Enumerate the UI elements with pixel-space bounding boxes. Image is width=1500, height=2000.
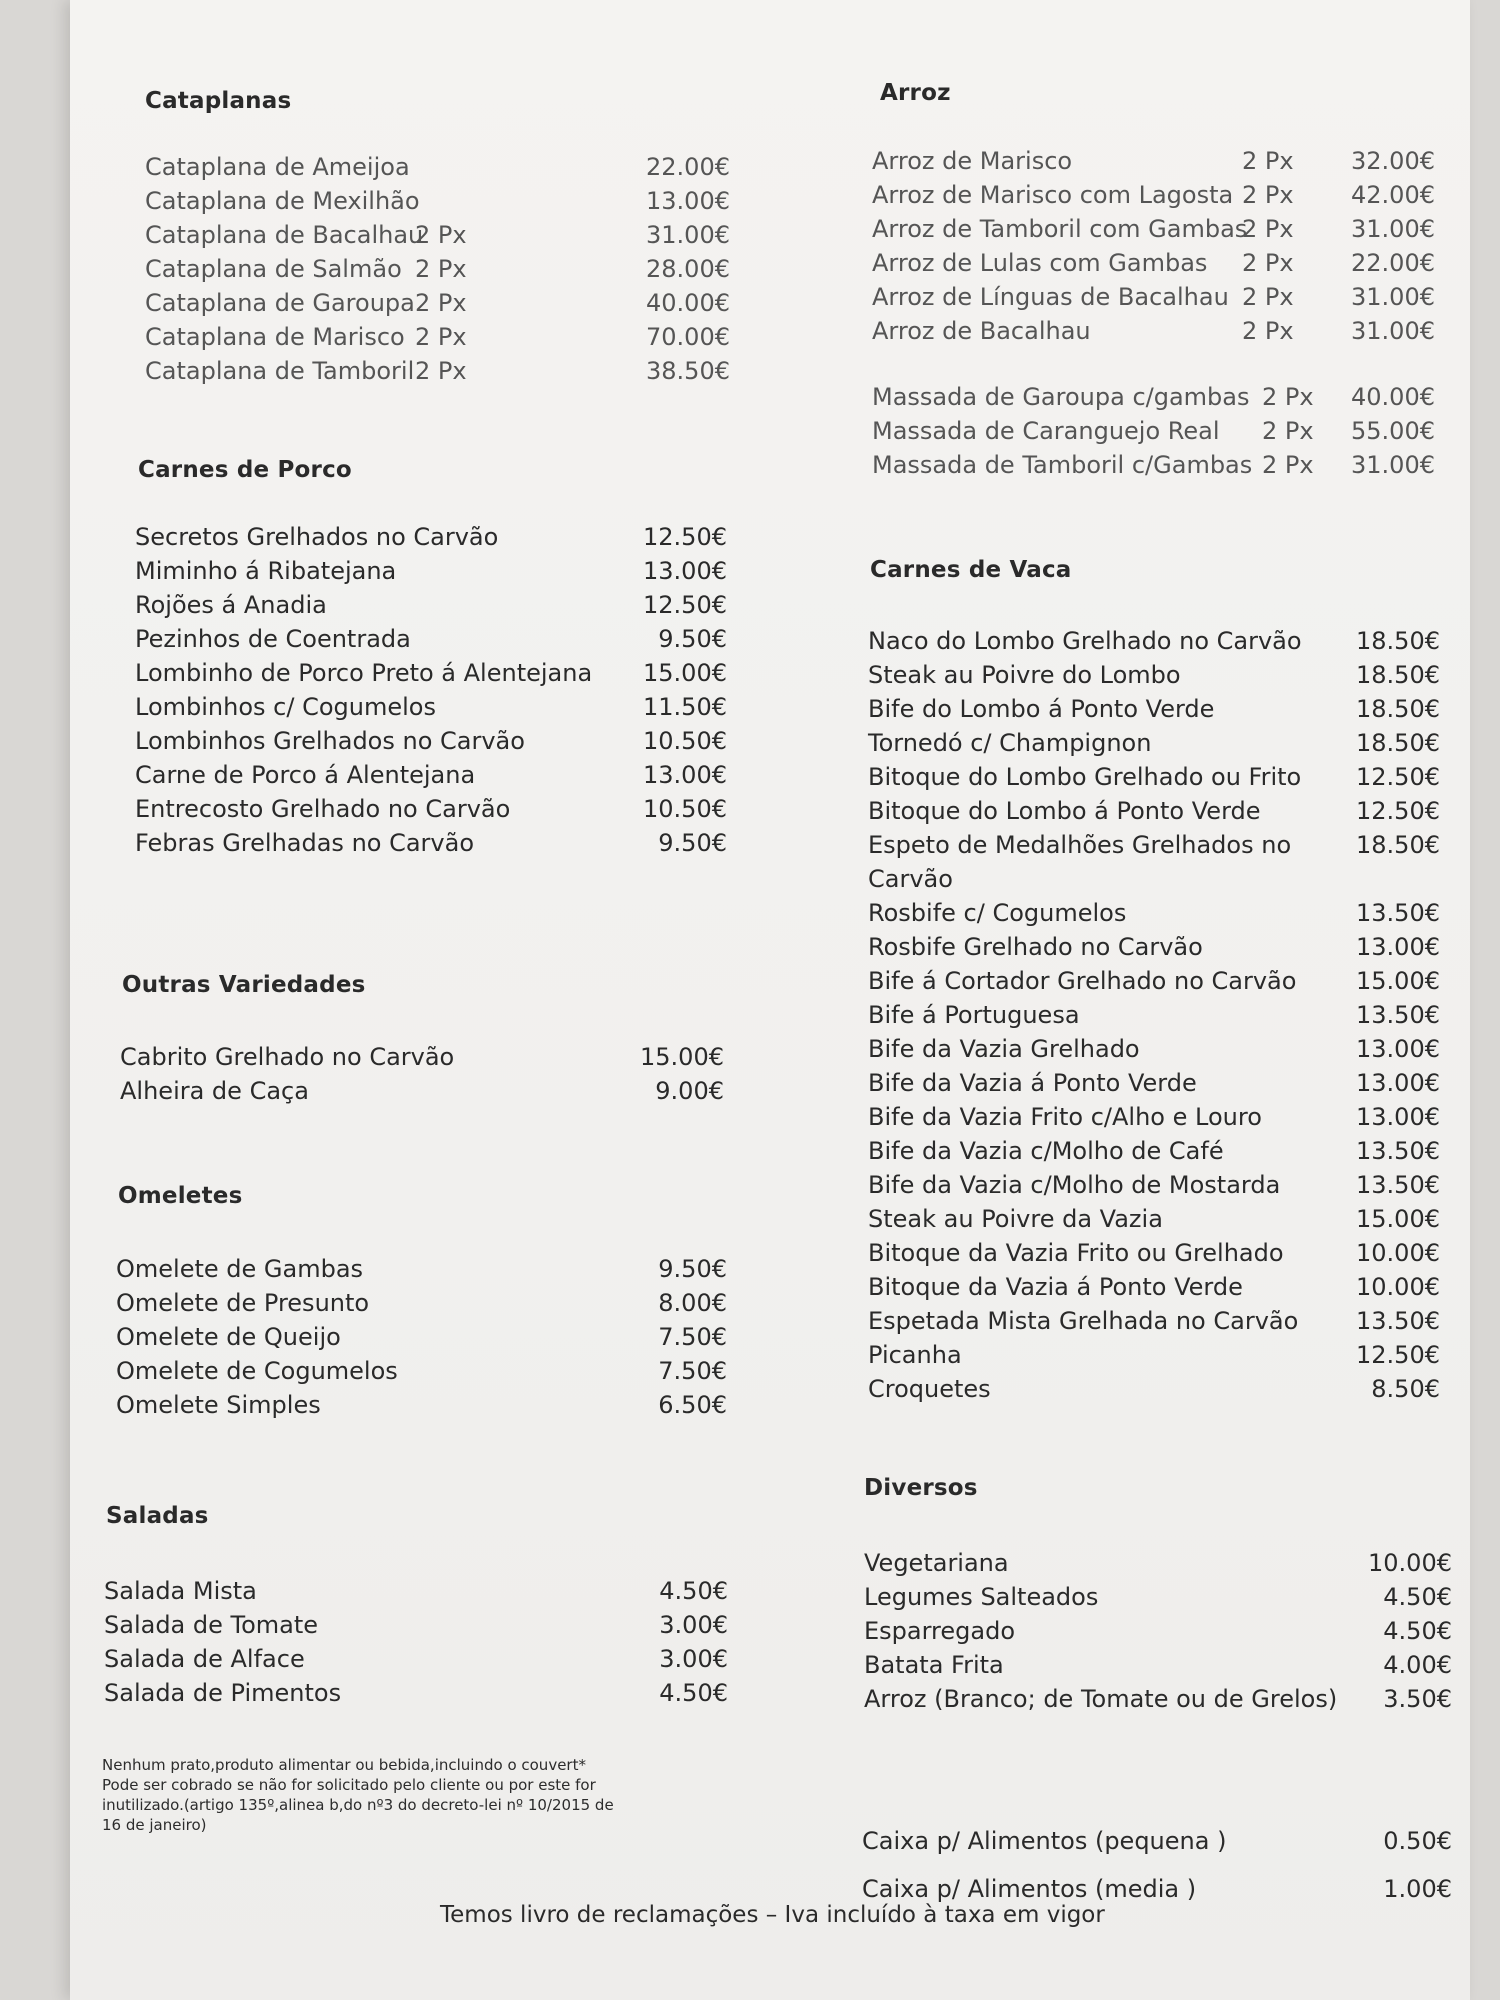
saladas-list: [104, 1574, 728, 1710]
menu-item: [868, 896, 1440, 930]
arroz-list: [872, 144, 1435, 348]
menu-item: [872, 448, 1435, 482]
menu-item: [872, 414, 1435, 448]
item-name: Arroz de Lulas com Gambas: [872, 249, 1208, 277]
diversos-list: [864, 1546, 1452, 1716]
menu-item: [116, 1354, 727, 1388]
item-name: Rojões á Anadia: [135, 591, 327, 619]
item-price: 10.00€: [1356, 1239, 1440, 1267]
section-carnes-porco: [138, 457, 730, 483]
item-name: Espetada Mista Grelhada no Carvão: [868, 1307, 1299, 1335]
menu-item: [868, 1270, 1440, 1304]
item-name: Omelete de Cogumelos: [116, 1357, 398, 1385]
item-name: Arroz de Marisco: [872, 147, 1073, 175]
menu-item: [135, 690, 727, 724]
item-name: Vegetariana: [864, 1549, 1009, 1577]
item-price: 12.50€: [1356, 1341, 1440, 1369]
menu-item: [868, 1372, 1440, 1406]
menu-item: [145, 320, 730, 354]
item-portion: 2 Px: [415, 289, 467, 317]
item-price: 8.50€: [1371, 1375, 1440, 1403]
menu-item: [868, 1338, 1440, 1372]
cataplanas-list: [145, 150, 730, 388]
item-name: Lombinhos c/ Cogumelos: [135, 693, 436, 721]
item-price: 31.00€: [1351, 317, 1435, 345]
menu-item: [868, 726, 1440, 760]
item-price: 55.00€: [1351, 417, 1435, 445]
section-title: Omeletes: [118, 1183, 243, 1209]
item-name: Entrecosto Grelhado no Carvão: [135, 795, 511, 823]
item-name: Pezinhos de Coentrada: [135, 625, 411, 653]
item-price: 13.00€: [1356, 1035, 1440, 1063]
carnes-vaca-list: [868, 624, 1440, 1406]
menu-item: [135, 656, 727, 690]
item-name: Croquetes: [868, 1375, 991, 1403]
menu-item: [135, 758, 727, 792]
item-name: Massada de Tamboril c/Gambas: [872, 451, 1253, 479]
item-price: 13.50€: [1356, 1137, 1440, 1165]
item-price: 40.00€: [1351, 383, 1435, 411]
item-price: 13.00€: [1356, 933, 1440, 961]
item-price: 9.50€: [658, 829, 727, 857]
item-price: 12.50€: [643, 523, 727, 551]
menu-item: [868, 760, 1440, 794]
item-price: 31.00€: [1351, 215, 1435, 243]
menu-item: [868, 1168, 1440, 1202]
item-price: 6.50€: [658, 1391, 727, 1419]
item-name: Bife da Vazia c/Molho de Mostarda: [868, 1171, 1281, 1199]
item-price: 42.00€: [1351, 181, 1435, 209]
section-diversos: [864, 1475, 1470, 1501]
item-price: 10.50€: [643, 795, 727, 823]
item-name: Picanha: [868, 1341, 962, 1369]
item-name: Cataplana de Marisco: [145, 323, 405, 351]
footnote-line-2: Pode ser cobrado se não for solicitado pelo cliente ou por este for inutilizado.(artigo 135º,alinea b,do nº3 do decreto-lei nº 10/2015 de 16 de janeiro): [102, 1776, 614, 1834]
item-name: Omelete Simples: [116, 1391, 321, 1419]
item-name: Carne de Porco á Alentejana: [135, 761, 476, 789]
item-price: 13.00€: [1356, 1069, 1440, 1097]
menu-item: [868, 1202, 1440, 1236]
menu-item: [135, 588, 727, 622]
item-name: Arroz de Tamboril com Gambas: [872, 215, 1248, 243]
item-name: Bitoque da Vazia á Ponto Verde: [868, 1273, 1243, 1301]
item-name: Esparregado: [864, 1617, 1016, 1645]
item-name: Salada de Alface: [104, 1645, 305, 1673]
item-name: Arroz de Línguas de Bacalhau: [872, 283, 1229, 311]
menu-item: [862, 1872, 1452, 1906]
item-price: 11.50€: [643, 693, 727, 721]
item-price: 13.50€: [1356, 1001, 1440, 1029]
item-name: Bitoque da Vazia Frito ou Grelhado: [868, 1239, 1284, 1267]
item-portion: 2 Px: [1242, 283, 1294, 311]
menu-item: [145, 150, 730, 184]
menu-item: [116, 1388, 727, 1422]
menu-item: [872, 178, 1435, 212]
item-name: Bife da Vazia Frito c/Alho e Louro: [868, 1103, 1262, 1131]
item-name: Massada de Caranguejo Real: [872, 417, 1220, 445]
menu-item: [872, 246, 1435, 280]
item-name: Bife da Vazia Grelhado: [868, 1035, 1140, 1063]
menu-item: [116, 1320, 727, 1354]
menu-item: [872, 144, 1435, 178]
item-portion: 2 Px: [415, 255, 467, 283]
item-name: Alheira de Caça: [120, 1077, 309, 1105]
item-name: Lombinho de Porco Preto á Alentejana: [135, 659, 593, 687]
item-price: 31.00€: [646, 221, 730, 249]
item-price: 7.50€: [658, 1357, 727, 1385]
section-carnes-vaca: [870, 557, 1470, 583]
menu-item: [116, 1252, 727, 1286]
item-name: Massada de Garoupa c/gambas: [872, 383, 1250, 411]
section-title: Carnes de Porco: [138, 457, 352, 483]
menu-item: [120, 1074, 724, 1108]
menu-item: [135, 826, 727, 860]
section-title: Outras Variedades: [122, 972, 366, 998]
item-price: 3.50€: [1383, 1685, 1452, 1713]
item-price: 13.00€: [643, 557, 727, 585]
menu-item: [868, 1134, 1440, 1168]
item-price: 15.00€: [1356, 967, 1440, 995]
menu-item: [868, 1100, 1440, 1134]
item-price: 4.50€: [659, 1679, 728, 1707]
item-price: 7.50€: [658, 1323, 727, 1351]
item-price: 28.00€: [646, 255, 730, 283]
item-portion: 2 Px: [1262, 451, 1314, 479]
item-price: 10.00€: [1356, 1273, 1440, 1301]
item-price: 4.00€: [1383, 1651, 1452, 1679]
menu-item: [145, 252, 730, 286]
menu-item: [135, 622, 727, 656]
item-price: 0.50€: [1383, 1827, 1452, 1855]
menu-item: [864, 1580, 1452, 1614]
menu-item: [104, 1574, 728, 1608]
item-price: 13.00€: [646, 187, 730, 215]
item-price: 31.00€: [1351, 451, 1435, 479]
item-name: Lombinhos Grelhados no Carvão: [135, 727, 525, 755]
item-portion: 2 Px: [1242, 215, 1294, 243]
section-title: Saladas: [106, 1503, 209, 1529]
section-title: Cataplanas: [145, 88, 292, 114]
item-name: Steak au Poivre da Vazia: [868, 1205, 1163, 1233]
item-name: Legumes Salteados: [864, 1583, 1099, 1611]
item-price: 9.50€: [658, 625, 727, 653]
section-omeletes: [118, 1183, 730, 1209]
section-saladas: [106, 1503, 730, 1529]
item-name: Febras Grelhadas no Carvão: [135, 829, 475, 857]
item-price: 8.00€: [658, 1289, 727, 1317]
item-price: 9.50€: [658, 1255, 727, 1283]
menu-item: [145, 184, 730, 218]
item-name: Arroz (Branco; de Tomate ou de Grelos): [864, 1685, 1338, 1713]
item-name: Arroz de Bacalhau: [872, 317, 1091, 345]
menu-item: [872, 280, 1435, 314]
menu-item: [868, 1236, 1440, 1270]
item-name: Miminho á Ribatejana: [135, 557, 397, 585]
item-price: 4.50€: [659, 1577, 728, 1605]
item-name: Cataplana de Ameijoa: [145, 153, 410, 181]
item-name: Cataplana de Bacalhau: [145, 221, 424, 249]
item-name: Salada de Pimentos: [104, 1679, 342, 1707]
item-name: Bife á Portuguesa: [868, 1001, 1080, 1029]
menu-item: [864, 1648, 1452, 1682]
section-title: Carnes de Vaca: [870, 557, 1072, 583]
menu-item: [104, 1676, 728, 1710]
menu-item: [868, 1304, 1440, 1338]
item-price: 18.50€: [1356, 661, 1440, 689]
item-name: Rosbife Grelhado no Carvão: [868, 933, 1203, 961]
carnes-porco-list: [135, 520, 727, 860]
menu-item: [868, 624, 1440, 658]
item-portion: 2 Px: [415, 221, 467, 249]
item-price: 1.00€: [1383, 1875, 1452, 1903]
item-price: 15.00€: [643, 659, 727, 687]
menu-item: [868, 794, 1440, 828]
section-title: Arroz: [880, 80, 951, 106]
item-name: Caixa p/ Alimentos (pequena ): [862, 1827, 1227, 1855]
item-price: 10.00€: [1368, 1549, 1452, 1577]
item-name: Secretos Grelhados no Carvão: [135, 523, 499, 551]
item-portion: 2 Px: [1242, 147, 1294, 175]
section-title: Diversos: [864, 1475, 978, 1501]
menu-item: [120, 1040, 724, 1074]
item-price: 13.50€: [1356, 1307, 1440, 1335]
menu-item: [104, 1608, 728, 1642]
menu-item: [868, 828, 1440, 896]
menu-item: [135, 792, 727, 826]
item-name: Bife á Cortador Grelhado no Carvão: [868, 967, 1297, 995]
item-price: 12.50€: [1356, 763, 1440, 791]
menu-item: [864, 1614, 1452, 1648]
item-name: Salada de Tomate: [104, 1611, 319, 1639]
item-portion: 2 Px: [1242, 249, 1294, 277]
item-price: 10.50€: [643, 727, 727, 755]
item-name: Omelete de Queijo: [116, 1323, 341, 1351]
item-price: 18.50€: [1356, 729, 1440, 757]
item-price: 4.50€: [1383, 1583, 1452, 1611]
item-name: Bitoque do Lombo á Ponto Verde: [868, 797, 1261, 825]
item-name: Arroz de Marisco com Lagosta: [872, 181, 1234, 209]
outras-list: [120, 1040, 724, 1108]
item-name: Salada Mista: [104, 1577, 257, 1605]
footnote-line-1: Nenhum prato,produto alimentar ou bebida,incluindo o couvert*: [102, 1756, 586, 1774]
item-portion: 2 Px: [1262, 383, 1314, 411]
item-name: Espeto de Medalhões Grelhados no Carvão: [868, 831, 1292, 893]
item-portion: 2 Px: [1262, 417, 1314, 445]
menu-item: [145, 218, 730, 252]
item-name: Tornedó c/ Champignon: [868, 729, 1152, 757]
item-name: Cataplana de Salmão: [145, 255, 402, 283]
item-price: 9.00€: [655, 1077, 724, 1105]
item-price: 40.00€: [646, 289, 730, 317]
menu-item: [868, 964, 1440, 998]
menu-item: [868, 1032, 1440, 1066]
item-price: 22.00€: [646, 153, 730, 181]
item-portion: 2 Px: [415, 357, 467, 385]
menu-item: [116, 1286, 727, 1320]
menu-item: [868, 692, 1440, 726]
item-price: 18.50€: [1356, 695, 1440, 723]
item-portion: 2 Px: [1242, 317, 1294, 345]
section-outras-variedades: [122, 972, 730, 998]
item-price: 15.00€: [1356, 1205, 1440, 1233]
menu-item: [872, 212, 1435, 246]
menu-page: [70, 0, 1470, 2000]
footnote: [102, 1755, 622, 1835]
item-name: Steak au Poivre do Lombo: [868, 661, 1181, 689]
item-name: Bife do Lombo á Ponto Verde: [868, 695, 1215, 723]
item-price: 18.50€: [1356, 627, 1440, 655]
item-portion: 2 Px: [415, 323, 467, 351]
menu-item: [868, 930, 1440, 964]
item-price: 13.50€: [1356, 899, 1440, 927]
item-name: Bitoque do Lombo Grelhado ou Frito: [868, 763, 1302, 791]
item-name: Cabrito Grelhado no Carvão: [120, 1043, 455, 1071]
item-price: 13.00€: [1356, 1103, 1440, 1131]
item-price: 15.00€: [640, 1043, 724, 1071]
item-price: 38.50€: [646, 357, 730, 385]
item-name: Cataplana de Mexilhão: [145, 187, 420, 215]
menu-item: [104, 1642, 728, 1676]
item-name: Cataplana de Tamboril: [145, 357, 415, 385]
menu-item: [872, 380, 1435, 414]
item-price: 70.00€: [646, 323, 730, 351]
menu-item: [135, 520, 727, 554]
omeletes-list: [116, 1252, 727, 1422]
menu-item: [864, 1546, 1452, 1580]
menu-item: [862, 1824, 1452, 1858]
item-name: Batata Frita: [864, 1651, 1004, 1679]
menu-item: [868, 1066, 1440, 1100]
item-price: 13.50€: [1356, 1171, 1440, 1199]
item-name: Bife da Vazia á Ponto Verde: [868, 1069, 1197, 1097]
bottom-note: Temos livro de reclamações – Iva incluído à taxa em vigor: [440, 1902, 1105, 1928]
item-name: Rosbife c/ Cogumelos: [868, 899, 1127, 927]
menu-item: [135, 554, 727, 588]
item-price: 32.00€: [1351, 147, 1435, 175]
item-name: Bife da Vazia c/Molho de Café: [868, 1137, 1224, 1165]
menu-item: [135, 724, 727, 758]
menu-item: [868, 658, 1440, 692]
item-price: 22.00€: [1351, 249, 1435, 277]
menu-item: [868, 998, 1440, 1032]
item-name: Omelete de Presunto: [116, 1289, 370, 1317]
massadas-list: [872, 380, 1435, 482]
item-price: 3.00€: [659, 1611, 728, 1639]
menu-item: [864, 1682, 1452, 1716]
item-price: 12.50€: [643, 591, 727, 619]
item-price: 18.50€: [1356, 831, 1440, 859]
item-name: Cataplana de Garoupa: [145, 289, 415, 317]
item-price: 4.50€: [1383, 1617, 1452, 1645]
item-portion: 2 Px: [1242, 181, 1294, 209]
item-price: 13.00€: [643, 761, 727, 789]
menu-item: [145, 286, 730, 320]
item-name: Naco do Lombo Grelhado no Carvão: [868, 627, 1302, 655]
item-name: Omelete de Gambas: [116, 1255, 364, 1283]
section-arroz: [880, 80, 1470, 106]
section-cataplanas: [145, 88, 730, 114]
menu-item: [872, 314, 1435, 348]
menu-item: [145, 354, 730, 388]
item-price: 3.00€: [659, 1645, 728, 1673]
item-price: 12.50€: [1356, 797, 1440, 825]
item-name: Caixa p/ Alimentos (media ): [862, 1875, 1197, 1903]
item-price: 31.00€: [1351, 283, 1435, 311]
